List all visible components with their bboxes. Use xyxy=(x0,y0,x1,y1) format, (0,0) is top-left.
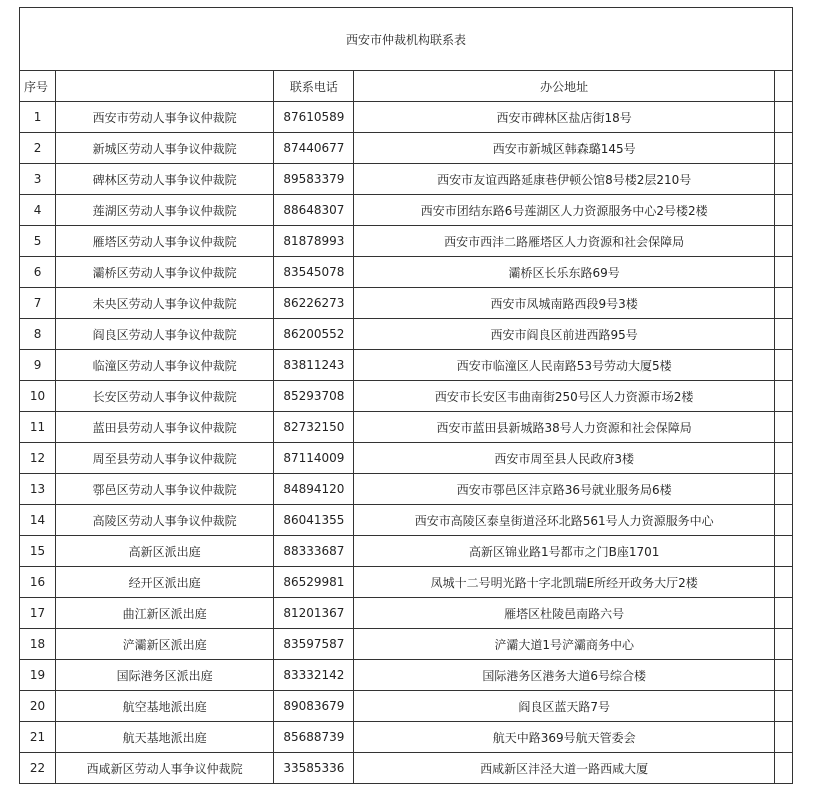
phone-number: 84894120 xyxy=(274,474,354,505)
phone-number: 87610589 xyxy=(274,102,354,133)
office-address: 国际港务区港务大道6号综合楼 xyxy=(354,660,775,691)
institution-name: 国际港务区派出庭 xyxy=(56,660,274,691)
institution-name: 长安区劳动人事争议仲裁院 xyxy=(56,381,274,412)
phone-number: 83811243 xyxy=(274,350,354,381)
office-address: 高新区锦业路1号都市之门B座1701 xyxy=(354,536,775,567)
office-address: 西安市蓝田县新城路38号人力资源和社会保障局 xyxy=(354,412,775,443)
table-row xyxy=(20,474,793,505)
office-address: 西安市鄠邑区沣京路36号就业服务局6楼 xyxy=(354,474,775,505)
phone-number: 88333687 xyxy=(274,536,354,567)
row-extra-cell xyxy=(774,381,792,412)
institution-name: 高陵区劳动人事争议仲裁院 xyxy=(56,505,274,536)
header-phone: 联系电话 xyxy=(274,71,354,102)
office-address: 西安市周至县人民政府3楼 xyxy=(354,443,775,474)
header-row xyxy=(20,71,793,102)
row-extra-cell xyxy=(774,319,792,350)
row-number: 22 xyxy=(20,753,56,784)
row-number: 16 xyxy=(20,567,56,598)
row-number: 4 xyxy=(20,195,56,226)
office-address: 阎良区蓝天路7号 xyxy=(354,691,775,722)
table-row xyxy=(20,505,793,536)
table-row xyxy=(20,660,793,691)
office-address: 西安市高陵区泰皇街道泾环北路561号人力资源服务中心 xyxy=(354,505,775,536)
row-number: 5 xyxy=(20,226,56,257)
row-number: 6 xyxy=(20,257,56,288)
institution-name: 航天基地派出庭 xyxy=(56,722,274,753)
row-number: 12 xyxy=(20,443,56,474)
row-number: 18 xyxy=(20,629,56,660)
phone-number: 83332142 xyxy=(274,660,354,691)
row-number: 9 xyxy=(20,350,56,381)
row-number: 8 xyxy=(20,319,56,350)
phone-number: 87114009 xyxy=(274,443,354,474)
office-address: 西安市新城区韩森璐145号 xyxy=(354,133,775,164)
table-row xyxy=(20,567,793,598)
title-row xyxy=(20,8,793,71)
table-title: 西安市仲裁机构联系表 xyxy=(20,8,793,71)
table-row xyxy=(20,288,793,319)
row-extra-cell xyxy=(774,288,792,319)
row-extra-cell xyxy=(774,350,792,381)
row-extra-cell xyxy=(774,567,792,598)
office-address: 西安市友谊西路延康巷伊顿公馆8号楼2层210号 xyxy=(354,164,775,195)
row-number: 19 xyxy=(20,660,56,691)
row-extra-cell xyxy=(774,660,792,691)
table-row xyxy=(20,691,793,722)
office-address: 西安市西沣二路雁塔区人力资源和社会保障局 xyxy=(354,226,775,257)
row-number: 14 xyxy=(20,505,56,536)
row-number: 13 xyxy=(20,474,56,505)
phone-number: 81878993 xyxy=(274,226,354,257)
table-body xyxy=(20,102,793,784)
table-row xyxy=(20,598,793,629)
office-address: 西安市阎良区前进西路95号 xyxy=(354,319,775,350)
table-row xyxy=(20,443,793,474)
row-extra-cell xyxy=(774,474,792,505)
row-extra-cell xyxy=(774,133,792,164)
header-extra xyxy=(774,71,792,102)
phone-number: 83545078 xyxy=(274,257,354,288)
row-number: 7 xyxy=(20,288,56,319)
row-extra-cell xyxy=(774,102,792,133)
institution-name: 曲江新区派出庭 xyxy=(56,598,274,629)
phone-number: 33585336 xyxy=(274,753,354,784)
table-row xyxy=(20,412,793,443)
header-address: 办公地址 xyxy=(354,71,775,102)
row-number: 10 xyxy=(20,381,56,412)
table-row xyxy=(20,536,793,567)
row-extra-cell xyxy=(774,443,792,474)
header-institution xyxy=(56,71,274,102)
institution-name: 莲湖区劳动人事争议仲裁院 xyxy=(56,195,274,226)
phone-number: 81201367 xyxy=(274,598,354,629)
table-row xyxy=(20,629,793,660)
institution-name: 新城区劳动人事争议仲裁院 xyxy=(56,133,274,164)
phone-number: 89083679 xyxy=(274,691,354,722)
institution-name: 临潼区劳动人事争议仲裁院 xyxy=(56,350,274,381)
row-extra-cell xyxy=(774,164,792,195)
phone-number: 88648307 xyxy=(274,195,354,226)
table-row xyxy=(20,722,793,753)
row-number: 1 xyxy=(20,102,56,133)
row-number: 11 xyxy=(20,412,56,443)
institution-name: 西安市劳动人事争议仲裁院 xyxy=(56,102,274,133)
row-number: 21 xyxy=(20,722,56,753)
office-address: 西安市团结东路6号莲湖区人力资源服务中心2号楼2楼 xyxy=(354,195,775,226)
institution-name: 阎良区劳动人事争议仲裁院 xyxy=(56,319,274,350)
phone-number: 82732150 xyxy=(274,412,354,443)
office-address: 西安市临潼区人民南路53号劳动大厦5楼 xyxy=(354,350,775,381)
institution-name: 鄠邑区劳动人事争议仲裁院 xyxy=(56,474,274,505)
row-extra-cell xyxy=(774,257,792,288)
row-extra-cell xyxy=(774,691,792,722)
office-address: 西咸新区沣泾大道一路西咸大厦 xyxy=(354,753,775,784)
office-address: 航天中路369号航天管委会 xyxy=(354,722,775,753)
row-number: 15 xyxy=(20,536,56,567)
row-number: 2 xyxy=(20,133,56,164)
office-address: 灞桥区长乐东路69号 xyxy=(354,257,775,288)
table-row xyxy=(20,753,793,784)
office-address: 浐灞大道1号浐灞商务中心 xyxy=(354,629,775,660)
office-address: 凤城十二号明光路十字北凯瑞E所经开政务大厅2楼 xyxy=(354,567,775,598)
phone-number: 83597587 xyxy=(274,629,354,660)
row-extra-cell xyxy=(774,226,792,257)
office-address: 西安市凤城南路西段9号3楼 xyxy=(354,288,775,319)
phone-number: 86041355 xyxy=(274,505,354,536)
row-extra-cell xyxy=(774,629,792,660)
office-address: 西安市碑林区盐店街18号 xyxy=(354,102,775,133)
institution-name: 碑林区劳动人事争议仲裁院 xyxy=(56,164,274,195)
row-extra-cell xyxy=(774,598,792,629)
table-row xyxy=(20,350,793,381)
table-row xyxy=(20,381,793,412)
row-extra-cell xyxy=(774,412,792,443)
row-number: 3 xyxy=(20,164,56,195)
phone-number: 89583379 xyxy=(274,164,354,195)
row-number: 20 xyxy=(20,691,56,722)
institution-name: 航空基地派出庭 xyxy=(56,691,274,722)
row-number: 17 xyxy=(20,598,56,629)
row-extra-cell xyxy=(774,536,792,567)
phone-number: 86226273 xyxy=(274,288,354,319)
row-extra-cell xyxy=(774,722,792,753)
institution-name: 未央区劳动人事争议仲裁院 xyxy=(56,288,274,319)
table-row xyxy=(20,195,793,226)
institution-name: 周至县劳动人事争议仲裁院 xyxy=(56,443,274,474)
table-row xyxy=(20,133,793,164)
phone-number: 87440677 xyxy=(274,133,354,164)
institution-name: 高新区派出庭 xyxy=(56,536,274,567)
institution-name: 雁塔区劳动人事争议仲裁院 xyxy=(56,226,274,257)
institution-name: 浐灞新区派出庭 xyxy=(56,629,274,660)
institution-name: 西咸新区劳动人事争议仲裁院 xyxy=(56,753,274,784)
phone-number: 85688739 xyxy=(274,722,354,753)
institution-name: 经开区派出庭 xyxy=(56,567,274,598)
table-row xyxy=(20,102,793,133)
phone-number: 86200552 xyxy=(274,319,354,350)
table-row xyxy=(20,257,793,288)
row-extra-cell xyxy=(774,753,792,784)
institution-name: 灞桥区劳动人事争议仲裁院 xyxy=(56,257,274,288)
row-extra-cell xyxy=(774,505,792,536)
table-row xyxy=(20,164,793,195)
row-extra-cell xyxy=(774,195,792,226)
phone-number: 85293708 xyxy=(274,381,354,412)
header-number: 序号 xyxy=(20,71,56,102)
office-address: 雁塔区杜陵邑南路六号 xyxy=(354,598,775,629)
institution-name: 蓝田县劳动人事争议仲裁院 xyxy=(56,412,274,443)
office-address: 西安市长安区韦曲南街250号区人力资源市场2楼 xyxy=(354,381,775,412)
table-row xyxy=(20,226,793,257)
table-row xyxy=(20,319,793,350)
phone-number: 86529981 xyxy=(274,567,354,598)
arbitration-contact-table xyxy=(19,7,793,784)
